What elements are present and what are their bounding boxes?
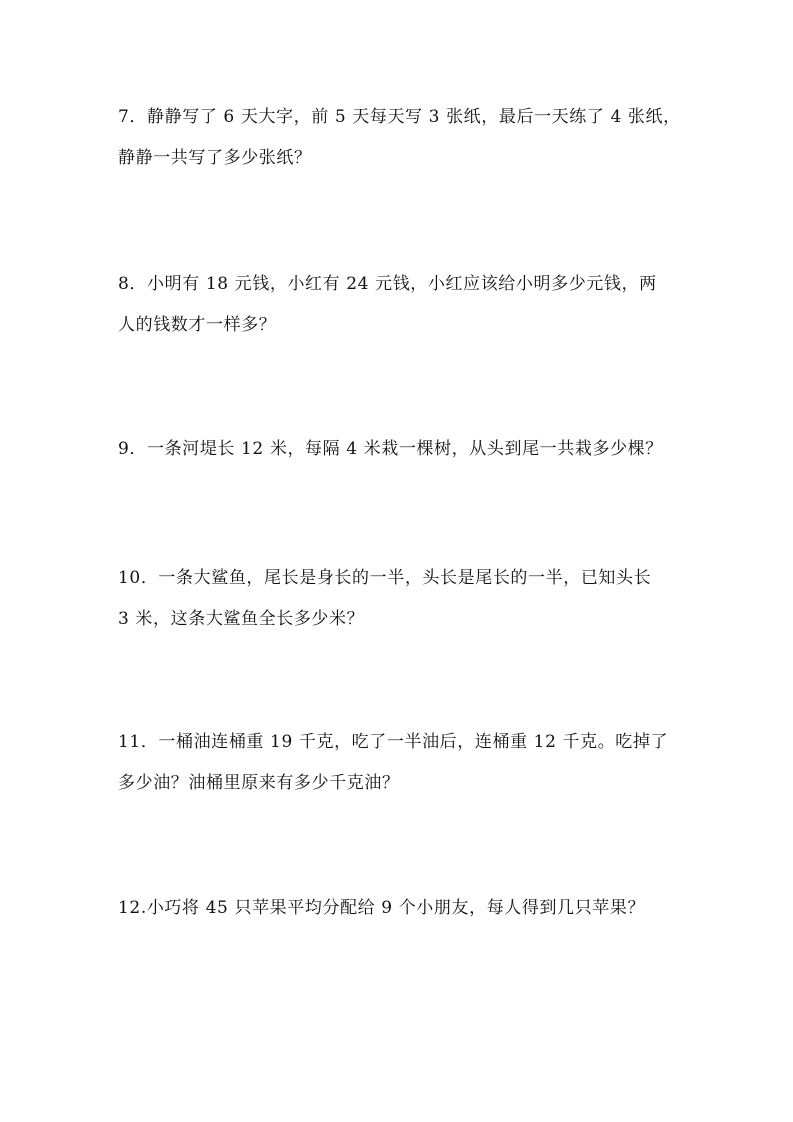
- question-11-line-2: 多少油？油桶里原来有多少千克油？: [118, 773, 400, 793]
- question-10: [118, 558, 678, 640]
- question-10-line-1: 10．一条大鲨鱼，尾长是身长的一半，头长是尾长的一半，已知头长: [118, 568, 652, 588]
- question-10-line-2: 3 米，这条大鲨鱼全长多少米？: [118, 609, 365, 629]
- question-7-line-2: 静静一共写了多少张纸？: [118, 148, 312, 168]
- question-9-line-1: 9．一条河堤长 12 米，每隔 4 米栽一棵树，从头到尾一共栽多少棵？: [118, 439, 663, 459]
- question-12: [118, 888, 678, 929]
- question-9: [118, 429, 678, 470]
- question-11-line-1: 11．一桶油连桶重 19 千克，吃了一半油后，连桶重 12 千克。吃掉了: [118, 732, 669, 752]
- question-7-line-1: 7．静静写了 6 天大字，前 5 天每天写 3 张纸，最后一天练了 4 张纸，: [118, 107, 681, 127]
- question-8-line-2: 人的钱数才一样多？: [118, 315, 277, 335]
- question-7: [118, 97, 681, 179]
- question-12-line-1: 12.小巧将 45 只苹果平均分配给 9 个小朋友，每人得到几只苹果？: [118, 898, 646, 918]
- question-8-line-1: 8．小明有 18 元钱，小红有 24 元钱，小红应该给小明多少元钱，两: [118, 274, 657, 294]
- question-8: [118, 264, 678, 346]
- question-11: [118, 722, 678, 804]
